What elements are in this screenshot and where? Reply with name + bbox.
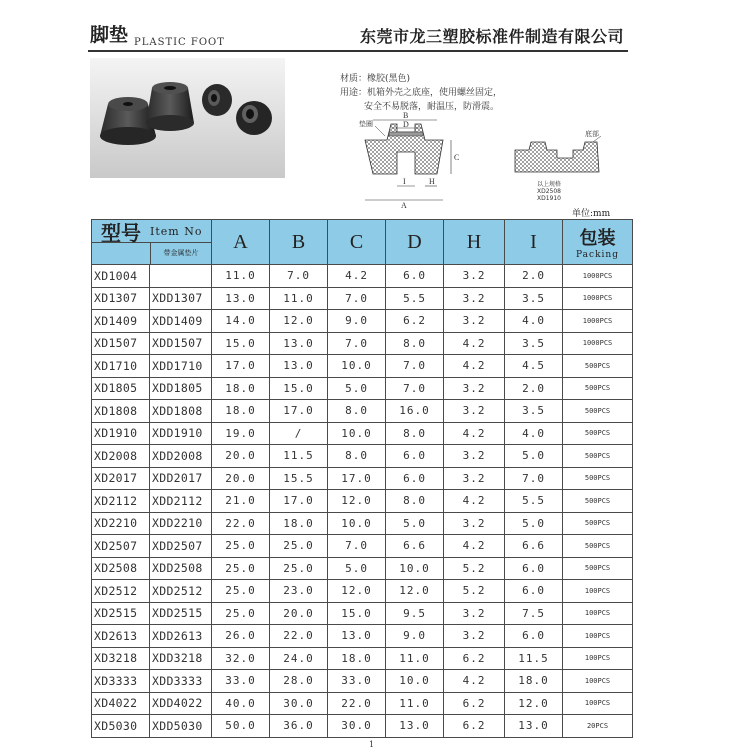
page-header: [88, 18, 628, 52]
cell-h: 4.2: [444, 535, 505, 558]
cell-c: 12.0: [328, 580, 386, 603]
cell-gasket-model: XDD2210: [150, 512, 212, 535]
cell-c: 7.0: [328, 535, 386, 558]
cell-d: 8.0: [386, 490, 444, 513]
table-row: [92, 445, 633, 468]
cell-i: 7.0: [505, 467, 563, 490]
cell-b: 17.0: [270, 490, 328, 513]
cell-d: 5.5: [386, 287, 444, 310]
cell-a: 32.0: [212, 647, 270, 670]
cell-model: XD1307: [92, 287, 150, 310]
cell-c: 7.0: [328, 332, 386, 355]
page-subtitle: PLASTIC FOOT: [134, 37, 225, 48]
cell-gasket-model: XDD1409: [150, 310, 212, 333]
cell-i: 4.0: [505, 310, 563, 333]
cell-c: 5.0: [328, 557, 386, 580]
cell-gasket-model: XDD1808: [150, 400, 212, 423]
cell-i: 5.0: [505, 512, 563, 535]
cell-a: 25.0: [212, 580, 270, 603]
cell-packing: 1000PCS: [563, 287, 633, 310]
cell-model: XD2507: [92, 535, 150, 558]
cell-i: 4.0: [505, 422, 563, 445]
cell-a: 22.0: [212, 512, 270, 535]
cell-b: 12.0: [270, 310, 328, 333]
table-row: [92, 422, 633, 445]
cell-gasket-model: XDD1307: [150, 287, 212, 310]
cell-a: 25.0: [212, 602, 270, 625]
header-packing-cn: 包装: [579, 228, 616, 249]
cell-model: XD2112: [92, 490, 150, 513]
cell-model: XD3333: [92, 670, 150, 693]
table-row: [92, 625, 633, 648]
cell-a: 14.0: [212, 310, 270, 333]
header-packing: [563, 220, 633, 265]
cell-b: 15.0: [270, 377, 328, 400]
table-row: [92, 580, 633, 603]
cell-gasket-model: XDD1910: [150, 422, 212, 445]
cell-i: 3.5: [505, 400, 563, 423]
cell-d: 9.5: [386, 602, 444, 625]
cell-packing: 500PCS: [563, 422, 633, 445]
cell-gasket-model: XDD2613: [150, 625, 212, 648]
page-number: 1: [369, 740, 375, 749]
cell-i: 6.6: [505, 535, 563, 558]
cell-c: 18.0: [328, 647, 386, 670]
cell-packing: 500PCS: [563, 445, 633, 468]
cell-a: 26.0: [212, 625, 270, 648]
cell-d: 6.6: [386, 535, 444, 558]
cell-a: 33.0: [212, 670, 270, 693]
cell-packing: 100PCS: [563, 670, 633, 693]
cell-i: 11.5: [505, 647, 563, 670]
table-row: [92, 535, 633, 558]
cell-b: 25.0: [270, 557, 328, 580]
cell-packing: 500PCS: [563, 512, 633, 535]
cell-h: 5.2: [444, 557, 505, 580]
spec-table: [91, 219, 633, 738]
diagram-dim-i: I: [403, 177, 406, 186]
cell-h: 3.2: [444, 377, 505, 400]
cell-packing: 1000PCS: [563, 265, 633, 288]
cell-packing: 100PCS: [563, 647, 633, 670]
cell-model: XD4022: [92, 692, 150, 715]
table-row: [92, 692, 633, 715]
cell-c: 7.0: [328, 287, 386, 310]
cell-a: 25.0: [212, 535, 270, 558]
cell-packing: 20PCS: [563, 715, 633, 738]
cell-model: XD2512: [92, 580, 150, 603]
cell-h: 3.2: [444, 445, 505, 468]
cell-h: 4.2: [444, 422, 505, 445]
cell-h: 3.2: [444, 287, 505, 310]
cell-d: 8.0: [386, 422, 444, 445]
cell-a: 40.0: [212, 692, 270, 715]
cell-model: XD1004: [92, 265, 150, 288]
cell-c: 10.0: [328, 512, 386, 535]
cell-model: XD1805: [92, 377, 150, 400]
cell-gasket-model: XDD2512: [150, 580, 212, 603]
cell-a: 18.0: [212, 400, 270, 423]
header-col-a: A: [212, 220, 270, 265]
cell-packing: 100PCS: [563, 602, 633, 625]
cell-d: 9.0: [386, 625, 444, 648]
cell-a: 18.0: [212, 377, 270, 400]
diagram-gasket-label: 垫圈: [359, 120, 373, 128]
cell-b: 13.0: [270, 332, 328, 355]
cell-c: 33.0: [328, 670, 386, 693]
table-row: [92, 490, 633, 513]
table-row: [92, 400, 633, 423]
cell-i: 18.0: [505, 670, 563, 693]
header-col-b: B: [270, 220, 328, 265]
table-row: [92, 602, 633, 625]
cell-packing: 100PCS: [563, 692, 633, 715]
header-with-gasket: 带金属垫片: [150, 243, 211, 264]
diagram-dim-c: C: [454, 153, 460, 162]
cell-packing: 100PCS: [563, 625, 633, 648]
cell-model: XD2210: [92, 512, 150, 535]
cell-i: 5.0: [505, 445, 563, 468]
cell-model: XD1507: [92, 332, 150, 355]
cell-packing: 500PCS: [563, 467, 633, 490]
cell-h: 4.2: [444, 332, 505, 355]
cell-i: 6.0: [505, 557, 563, 580]
cell-gasket-model: XDD2008: [150, 445, 212, 468]
table-row: [92, 647, 633, 670]
header-item-en: Item No: [150, 224, 203, 238]
cell-c: 10.0: [328, 422, 386, 445]
cell-d: 10.0: [386, 557, 444, 580]
spec-notes: [340, 72, 502, 114]
cell-b: 30.0: [270, 692, 328, 715]
cell-gasket-model: XDD2017: [150, 467, 212, 490]
cell-model: XD2008: [92, 445, 150, 468]
cell-a: 13.0: [212, 287, 270, 310]
header-col-d: D: [386, 220, 444, 265]
cell-model: XD2515: [92, 602, 150, 625]
table-row: [92, 265, 633, 288]
cell-h: 3.2: [444, 467, 505, 490]
cell-d: 6.0: [386, 445, 444, 468]
cell-b: 23.0: [270, 580, 328, 603]
cell-b: 18.0: [270, 512, 328, 535]
diagram-note-3: XD1910: [537, 195, 561, 202]
cell-d: 11.0: [386, 692, 444, 715]
header-type-cn: 型号: [101, 220, 141, 245]
cell-d: 5.0: [386, 512, 444, 535]
cell-h: 3.2: [444, 310, 505, 333]
page-title: 脚垫: [90, 24, 129, 46]
cell-c: 10.0: [328, 355, 386, 378]
cell-i: 3.5: [505, 332, 563, 355]
dimension-diagram: [345, 112, 605, 212]
cell-d: 12.0: [386, 580, 444, 603]
cell-b: 17.0: [270, 400, 328, 423]
cell-b: 22.0: [270, 625, 328, 648]
table-row: [92, 310, 633, 333]
cell-model: XD2508: [92, 557, 150, 580]
cell-c: 15.0: [328, 602, 386, 625]
cell-b: 24.0: [270, 647, 328, 670]
cell-d: 6.2: [386, 310, 444, 333]
cell-a: 20.0: [212, 445, 270, 468]
cell-c: 9.0: [328, 310, 386, 333]
cell-d: 8.0: [386, 332, 444, 355]
cell-b: 25.0: [270, 535, 328, 558]
cell-b: 7.0: [270, 265, 328, 288]
cell-h: 3.2: [444, 400, 505, 423]
cell-d: 6.0: [386, 467, 444, 490]
cell-model: XD1808: [92, 400, 150, 423]
cell-b: 11.5: [270, 445, 328, 468]
cell-gasket-model: XDD2112: [150, 490, 212, 513]
header-item-no: [92, 220, 212, 265]
cell-h: 4.2: [444, 355, 505, 378]
cell-b: /: [270, 422, 328, 445]
cell-h: 4.2: [444, 490, 505, 513]
cell-i: 2.0: [505, 377, 563, 400]
cell-model: XD2613: [92, 625, 150, 648]
cell-a: 25.0: [212, 557, 270, 580]
cell-gasket-model: XDD3333: [150, 670, 212, 693]
cell-c: 13.0: [328, 625, 386, 648]
cell-c: 8.0: [328, 400, 386, 423]
cell-gasket-model: XDD2515: [150, 602, 212, 625]
diagram-note-2: XD2508: [537, 188, 561, 195]
cell-packing: 500PCS: [563, 400, 633, 423]
cell-i: 3.5: [505, 287, 563, 310]
cell-c: 8.0: [328, 445, 386, 468]
cell-gasket-model: XDD2508: [150, 557, 212, 580]
cell-h: 4.2: [444, 670, 505, 693]
diagram-bottom-label: 底部: [585, 130, 599, 138]
header-col-i: I: [505, 220, 563, 265]
cell-h: 6.2: [444, 715, 505, 738]
table-row: [92, 670, 633, 693]
cell-i: 13.0: [505, 715, 563, 738]
product-photo: [90, 58, 285, 178]
cell-c: 17.0: [328, 467, 386, 490]
cell-packing: 500PCS: [563, 355, 633, 378]
cell-gasket-model: XDD1710: [150, 355, 212, 378]
cell-model: XD1910: [92, 422, 150, 445]
cell-i: 7.5: [505, 602, 563, 625]
cell-i: 4.5: [505, 355, 563, 378]
spec-usage: 用途：机箱外壳之底座，使用螺丝固定，: [340, 88, 503, 98]
cell-h: 6.2: [444, 647, 505, 670]
cell-d: 11.0: [386, 647, 444, 670]
cell-b: 28.0: [270, 670, 328, 693]
table-row: [92, 287, 633, 310]
cell-packing: 100PCS: [563, 580, 633, 603]
cell-i: 5.5: [505, 490, 563, 513]
cell-h: 3.2: [444, 265, 505, 288]
table-row: [92, 355, 633, 378]
cell-gasket-model: XDD1507: [150, 332, 212, 355]
cell-model: XD1409: [92, 310, 150, 333]
cell-b: 36.0: [270, 715, 328, 738]
cell-d: 6.0: [386, 265, 444, 288]
cell-h: 5.2: [444, 580, 505, 603]
cell-i: 12.0: [505, 692, 563, 715]
cell-gasket-model: XDD2507: [150, 535, 212, 558]
table-row: [92, 557, 633, 580]
cell-i: 6.0: [505, 625, 563, 648]
header-col-h: H: [444, 220, 505, 265]
cell-b: 13.0: [270, 355, 328, 378]
cell-model: XD1710: [92, 355, 150, 378]
spec-material: 材质：橡胶(黑色): [340, 74, 411, 84]
cell-d: 13.0: [386, 715, 444, 738]
cell-h: 3.2: [444, 602, 505, 625]
cell-a: 15.0: [212, 332, 270, 355]
cell-gasket-model: XDD1805: [150, 377, 212, 400]
diagram-dim-h: H: [429, 177, 435, 186]
cell-c: 22.0: [328, 692, 386, 715]
cell-h: 3.2: [444, 625, 505, 648]
cell-a: 19.0: [212, 422, 270, 445]
table-row: [92, 377, 633, 400]
cell-packing: 500PCS: [563, 490, 633, 513]
cell-gasket-model: XDD5030: [150, 715, 212, 738]
cell-c: 30.0: [328, 715, 386, 738]
cell-a: 50.0: [212, 715, 270, 738]
cell-model: XD2017: [92, 467, 150, 490]
cell-packing: 1000PCS: [563, 310, 633, 333]
cell-gasket-model: XDD4022: [150, 692, 212, 715]
cell-b: 20.0: [270, 602, 328, 625]
unit-label: 单位:mm: [572, 209, 611, 219]
cell-model: XD5030: [92, 715, 150, 738]
cell-i: 2.0: [505, 265, 563, 288]
diagram-note-1: 以上规格: [537, 181, 562, 188]
diagram-dim-b: B: [403, 112, 409, 120]
cell-a: 11.0: [212, 265, 270, 288]
cell-a: 20.0: [212, 467, 270, 490]
cell-c: 5.0: [328, 377, 386, 400]
company-name: 东莞市龙三塑胶标准件制造有限公司: [359, 27, 624, 46]
table-header-row: [92, 220, 633, 265]
cell-h: 6.2: [444, 692, 505, 715]
cell-d: 7.0: [386, 355, 444, 378]
header-packing-en: Packing: [576, 250, 619, 260]
cell-d: 16.0: [386, 400, 444, 423]
cell-d: 10.0: [386, 670, 444, 693]
table-row: [92, 512, 633, 535]
cell-packing: 1000PCS: [563, 332, 633, 355]
cell-c: 4.2: [328, 265, 386, 288]
cell-b: 15.5: [270, 467, 328, 490]
cell-packing: 500PCS: [563, 535, 633, 558]
cell-packing: 500PCS: [563, 377, 633, 400]
spec-usage-cont: 安全不易脱落，耐温压，防滑震。: [364, 102, 500, 112]
cell-a: 17.0: [212, 355, 270, 378]
table-row: [92, 332, 633, 355]
cell-i: 6.0: [505, 580, 563, 603]
table-row: [92, 715, 633, 738]
table-row: [92, 467, 633, 490]
cell-h: 3.2: [444, 512, 505, 535]
cell-packing: 500PCS: [563, 557, 633, 580]
diagram-dim-a: A: [401, 201, 407, 210]
cell-d: 7.0: [386, 377, 444, 400]
cell-a: 21.0: [212, 490, 270, 513]
cell-model: XD3218: [92, 647, 150, 670]
diagram-dim-d: D: [403, 120, 409, 129]
cell-gasket-model: [150, 265, 212, 288]
header-col-c: C: [328, 220, 386, 265]
cell-c: 12.0: [328, 490, 386, 513]
cell-gasket-model: XDD3218: [150, 647, 212, 670]
cell-b: 11.0: [270, 287, 328, 310]
